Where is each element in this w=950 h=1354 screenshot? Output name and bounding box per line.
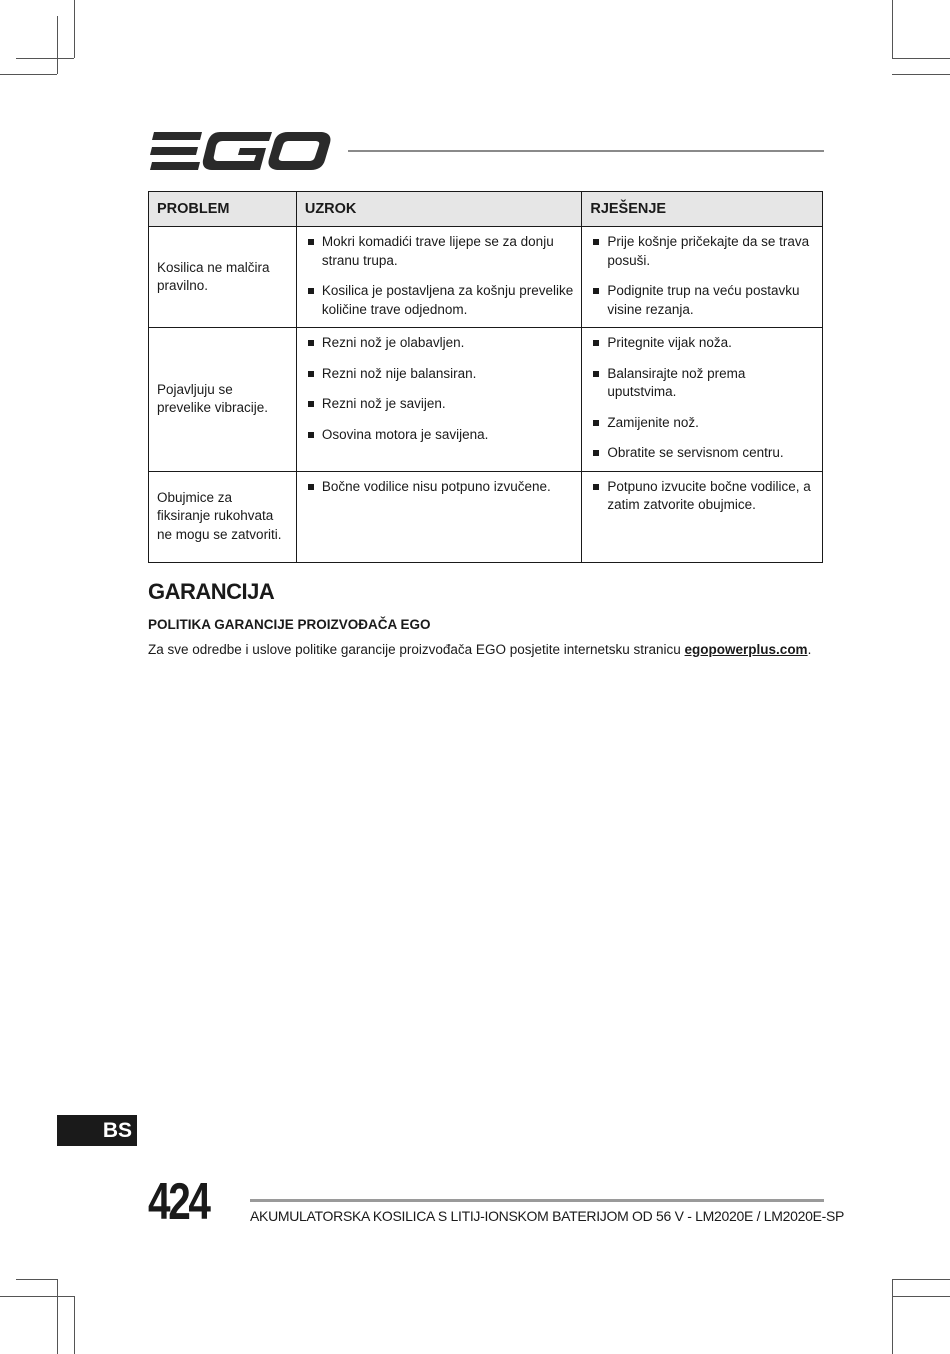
warranty-text-end: . bbox=[807, 642, 812, 657]
cause-cell bbox=[296, 328, 582, 472]
header-cause: UZROK bbox=[296, 192, 582, 227]
problem-cell: Kosilica ne malčira pravilno. bbox=[149, 227, 297, 328]
crop-mark bbox=[74, 0, 75, 58]
warranty-subheading: POLITIKA GARANCIJE PROIZVOĐAČA EGO bbox=[148, 617, 431, 632]
problem-cell: Pojavljuju se prevelike vibracije. bbox=[149, 328, 297, 472]
solution-item: Pritegnite vijak noža. bbox=[590, 334, 814, 353]
page-number: 424 bbox=[148, 1173, 209, 1231]
troubleshooting-table bbox=[148, 191, 823, 563]
header-rule bbox=[348, 150, 824, 152]
solution-item: Podignite trup na veću postavku visine rezanja. bbox=[590, 282, 814, 319]
table-header-row bbox=[149, 192, 823, 227]
crop-mark bbox=[16, 1279, 57, 1280]
header-solution: RJEŠENJE bbox=[582, 192, 823, 227]
footer-product-title: AKUMULATORSKA KOSILICA S LITIJ-IONSKOM BATERIJOM OD 56 V - LM2020E / LM2020E-SP bbox=[250, 1208, 845, 1224]
cause-item: Rezni nož je savijen. bbox=[305, 395, 574, 414]
crop-mark bbox=[892, 58, 950, 59]
warranty-text bbox=[148, 642, 838, 657]
footer-rule bbox=[250, 1199, 824, 1202]
warranty-text-body: Za sve odredbe i uslove politike garancije proizvođača EGO posjetite internetsku stranicu bbox=[148, 642, 685, 657]
solution-item: Balansirajte nož prema uputstvima. bbox=[590, 365, 814, 402]
cause-item: Rezni nož nije balansiran. bbox=[305, 365, 574, 384]
crop-mark bbox=[57, 16, 58, 74]
cause-item: Rezni nož je olabavljen. bbox=[305, 334, 574, 353]
crop-mark bbox=[0, 1296, 74, 1297]
solution-cell bbox=[582, 227, 823, 328]
table-row bbox=[149, 471, 823, 562]
crop-mark bbox=[892, 74, 950, 75]
solution-cell bbox=[582, 328, 823, 472]
cause-item: Osovina motora je savijena. bbox=[305, 426, 574, 445]
solution-item: Potpuno izvucite bočne vodilice, a zatim zatvorite obujmice. bbox=[590, 478, 814, 515]
crop-mark bbox=[892, 1279, 950, 1280]
header-problem: PROBLEM bbox=[149, 192, 297, 227]
crop-mark bbox=[16, 58, 74, 59]
crop-mark bbox=[74, 1296, 75, 1354]
cause-item: Bočne vodilice nisu potpuno izvučene. bbox=[305, 478, 574, 497]
crop-mark bbox=[892, 1279, 893, 1354]
language-tab: BS bbox=[57, 1115, 137, 1146]
warranty-link[interactable]: egopowerplus.com bbox=[684, 642, 808, 657]
crop-mark bbox=[892, 1296, 950, 1297]
problem-cell: Obujmice za fiksiranje rukohvata ne mogu se zatvoriti. bbox=[149, 471, 297, 562]
solution-cell bbox=[582, 471, 823, 562]
cause-item: Kosilica je postavljena za košnju prevelike količine trave odjednom. bbox=[305, 282, 574, 319]
section-title: GARANCIJA bbox=[148, 579, 275, 604]
table-row bbox=[149, 227, 823, 328]
table-row bbox=[149, 328, 823, 472]
solution-item: Obratite se servisnom centru. bbox=[590, 444, 814, 463]
solution-item: Prije košnje pričekajte da se trava posuši. bbox=[590, 233, 814, 270]
crop-mark bbox=[57, 1279, 58, 1354]
crop-mark bbox=[0, 74, 57, 75]
crop-mark bbox=[892, 0, 893, 58]
cause-item: Mokri komadići trave lijepe se za donju stranu trupa. bbox=[305, 233, 574, 270]
ego-logo bbox=[150, 130, 332, 172]
solution-item: Zamijenite nož. bbox=[590, 414, 814, 433]
cause-cell bbox=[296, 227, 582, 328]
cause-cell bbox=[296, 471, 582, 562]
